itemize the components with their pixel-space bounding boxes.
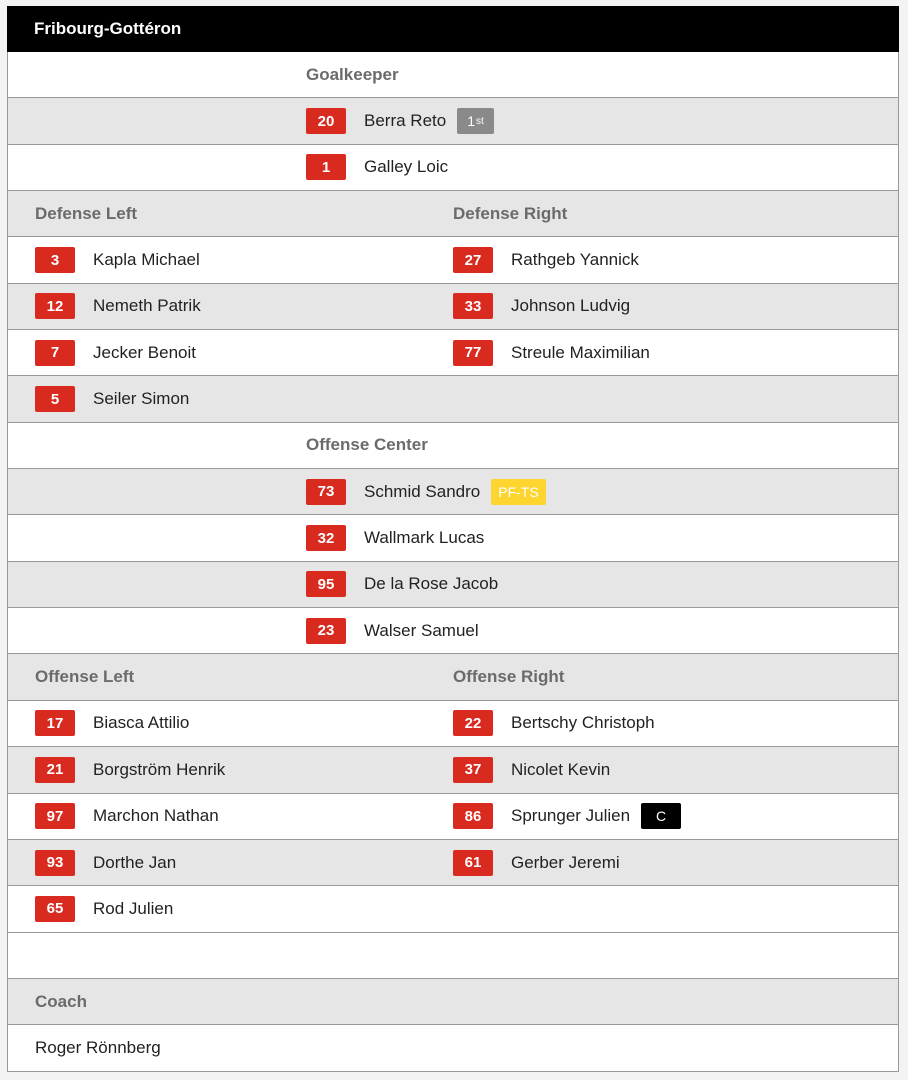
coach-name: Roger Rönnberg xyxy=(35,1037,161,1057)
player[interactable] xyxy=(306,515,484,560)
player-name: Johnson Ludvig xyxy=(511,296,631,316)
player[interactable] xyxy=(35,376,189,421)
jersey-number: 17 xyxy=(35,710,75,736)
section-title: Offense Right xyxy=(453,667,565,687)
player[interactable] xyxy=(453,794,681,839)
table-row xyxy=(7,469,899,515)
section-title: Offense Center xyxy=(306,435,428,455)
player-name: Marchon Nathan xyxy=(93,806,219,826)
table-row xyxy=(7,608,899,654)
section-row-offense-wings xyxy=(7,654,899,700)
player[interactable] xyxy=(453,284,630,329)
jersey-number: 21 xyxy=(35,757,75,783)
player-name: Streule Maximilian xyxy=(511,342,650,362)
jersey-number: 20 xyxy=(306,108,346,134)
player-name: De la Rose Jacob xyxy=(364,574,499,594)
table-row xyxy=(7,376,899,422)
section-title: Coach xyxy=(35,991,87,1011)
table-row xyxy=(7,1025,899,1071)
player[interactable] xyxy=(35,747,225,792)
player[interactable] xyxy=(35,284,201,329)
player-name: Dorthe Jan xyxy=(93,852,177,872)
section-title: Offense Left xyxy=(35,667,135,687)
jersey-number: 22 xyxy=(453,710,493,736)
player[interactable] xyxy=(453,747,610,792)
player-name: Jecker Benoit xyxy=(93,342,196,362)
jersey-number: 5 xyxy=(35,386,75,412)
section-title: Goalkeeper xyxy=(306,64,399,84)
player[interactable] xyxy=(35,237,200,282)
player-name: Wallmark Lucas xyxy=(364,528,485,548)
jersey-number: 12 xyxy=(35,293,75,319)
player[interactable] xyxy=(35,330,196,375)
player[interactable] xyxy=(306,98,494,143)
player-name: Borgström Henrik xyxy=(93,759,226,779)
first-goalie-badge: 1 st xyxy=(457,108,494,134)
jersey-number: 65 xyxy=(35,896,75,922)
table-row xyxy=(7,701,899,747)
jersey-number: 86 xyxy=(453,803,493,829)
player-name: Rod Julien xyxy=(93,898,174,918)
player[interactable] xyxy=(453,330,650,375)
player-name: Nemeth Patrik xyxy=(93,296,201,316)
table-row xyxy=(7,840,899,886)
player[interactable] xyxy=(306,562,498,607)
jersey-number: 37 xyxy=(453,757,493,783)
table-row xyxy=(7,562,899,608)
jersey-number: 61 xyxy=(453,850,493,876)
section-row-coach xyxy=(7,979,899,1025)
player-name: Rathgeb Yannick xyxy=(511,250,639,270)
jersey-number: 27 xyxy=(453,247,493,273)
jersey-number: 3 xyxy=(35,247,75,273)
jersey-number: 95 xyxy=(306,571,346,597)
player-name: Galley Loic xyxy=(364,157,449,177)
player-name: Biasca Attilio xyxy=(93,713,190,733)
player[interactable] xyxy=(306,608,479,653)
table-row xyxy=(7,794,899,840)
table-row xyxy=(7,330,899,376)
coach[interactable] xyxy=(35,1025,161,1070)
section-title: Defense Right xyxy=(453,203,568,223)
player-name: Berra Reto xyxy=(364,111,447,131)
jersey-number: 23 xyxy=(306,618,346,644)
section-row-offense-center xyxy=(7,423,899,469)
section-title: Defense Left xyxy=(35,203,138,223)
jersey-number: 33 xyxy=(453,293,493,319)
section-row-goalkeeper xyxy=(7,52,899,98)
player[interactable] xyxy=(35,840,176,885)
jersey-number: 32 xyxy=(306,525,346,551)
pfts-badge: PF-TS xyxy=(491,479,545,505)
player[interactable] xyxy=(35,701,189,746)
player[interactable] xyxy=(453,237,639,282)
empty-row xyxy=(7,933,899,979)
player-name: Kapla Michael xyxy=(93,250,200,270)
player[interactable] xyxy=(35,794,219,839)
table-row xyxy=(7,515,899,561)
player-name: Walser Samuel xyxy=(364,620,479,640)
captain-badge: C xyxy=(641,803,681,829)
table-row xyxy=(7,747,899,793)
jersey-number: 1 xyxy=(306,154,346,180)
player-name: Seiler Simon xyxy=(93,389,190,409)
jersey-number: 73 xyxy=(306,479,346,505)
table-row xyxy=(7,886,899,932)
player-name: Gerber Jeremi xyxy=(511,852,620,872)
section-row-defense xyxy=(7,191,899,237)
jersey-number: 93 xyxy=(35,850,75,876)
table-row xyxy=(7,237,899,283)
jersey-number: 7 xyxy=(35,340,75,366)
table-row xyxy=(7,98,899,144)
team-header xyxy=(7,6,899,52)
table-row xyxy=(7,284,899,330)
player-name: Sprunger Julien xyxy=(511,806,631,826)
player-name: Nicolet Kevin xyxy=(511,759,611,779)
team-name: Fribourg-Gottéron xyxy=(34,19,182,38)
table-row xyxy=(7,145,899,191)
lineup-panel xyxy=(7,6,899,1072)
player[interactable] xyxy=(306,145,448,190)
player[interactable] xyxy=(453,701,655,746)
player-name: Bertschy Christoph xyxy=(511,713,655,733)
player[interactable] xyxy=(306,469,546,514)
player[interactable] xyxy=(35,886,173,931)
jersey-number: 77 xyxy=(453,340,493,366)
jersey-number: 97 xyxy=(35,803,75,829)
player-name: Schmid Sandro xyxy=(364,481,481,501)
player[interactable] xyxy=(453,840,620,885)
